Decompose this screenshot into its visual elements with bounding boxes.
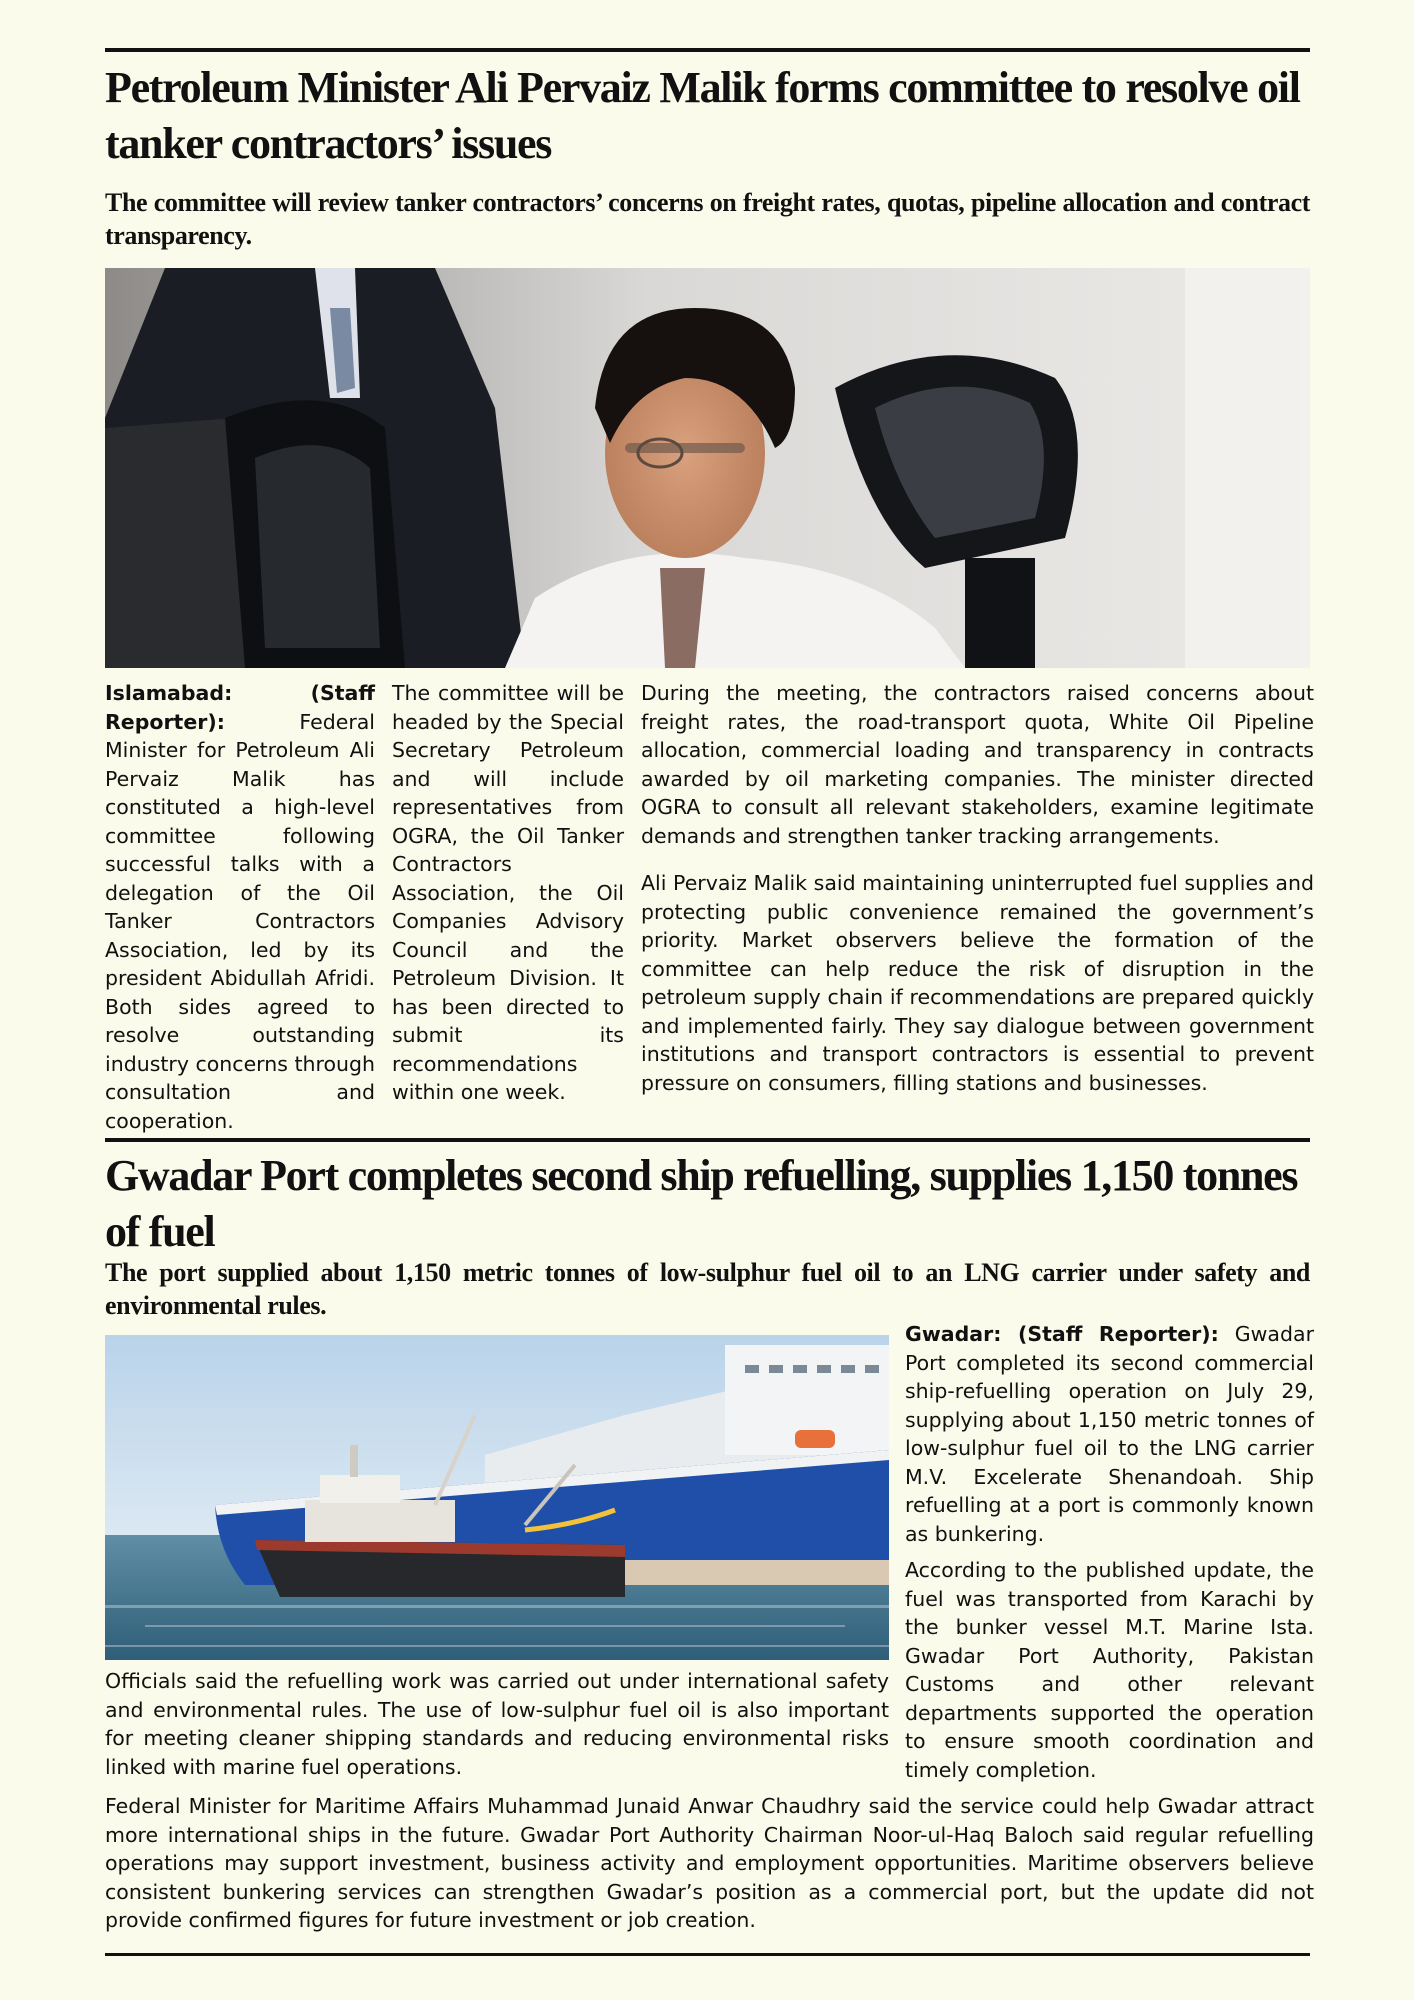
article1-column-1 <box>105 679 375 1135</box>
article1-headline: Petroleum Minister Ali Pervaiz Malik forms committee to resolve oil tanker contractors’ issues <box>105 63 1300 168</box>
article1-dek: The committee will review tanker contractors’ concerns on freight rates, quotas, pipeline allocation and contract transparency. <box>105 188 1310 250</box>
top-rule <box>105 48 1310 52</box>
article2-right-column <box>905 1320 1314 1784</box>
gwadar-refuelling-photo <box>105 1335 889 1660</box>
article2-full-width-text: Federal Minister for Maritime Affairs Muhammad Junaid Anwar Chaudhry said the service could help Gwadar attract more international ships in the future. Gwadar Port Authority Chairman Noor-ul-Haq Baloch said regular refuelling operations may support investment, business activity and employment opportunities. Maritime observers believe consistent bunkering services can strengthen Gwadar’s position as a commercial port, but the update did not provide confirmed figures for future investment or job creation. <box>105 1794 1314 1932</box>
section-divider <box>105 1138 1310 1142</box>
article2-below-photo-text: Officials said the refuelling work was carried out under international safety and environmental rules. The use of low-sulphur fuel oil is also important for meeting cleaner shipping standards and reducing environmental risks linked with marine fuel operations. <box>105 1669 889 1779</box>
minister-meeting-photo <box>105 268 1310 668</box>
article1-col3-paragraph-2: Ali Pervaiz Malik said maintaining uninterrupted fuel supplies and protecting public convenience remained the government’s priority. Market observers believe the formation of the committee can help reduce the risk of disruption in the petroleum supply chain if recommendations are prepared quickly and implemented fairly. They say dialogue between government institutions and transport contractors is essential to prevent pressure on consumers, filling stations and businesses. <box>641 871 1314 1095</box>
article1-dateline: Islamabad: (Staff Reporter): <box>105 681 375 734</box>
article2-dek: The port supplied about 1,150 metric tonnes of low-sulphur fuel oil to an LNG carrier under safety and environmental rules. <box>105 1258 1310 1320</box>
article1-column-2 <box>392 679 624 1107</box>
article1-col2-text: The committee will be headed by the Special Secretary Petroleum and will include representatives from OGRA, the Oil Tanker Contractors Association, the Oil Companies Advisory Council and the Petroleum Division. It has been directed to submit its recommendations within one week. <box>392 681 624 1104</box>
article1-col3-paragraph-1: During the meeting, the contractors raised concerns about freight rates, the road-transport quota, White Oil Pipeline allocation, commercial loading and transparency in contracts awarded by oil marketing companies. The minister directed OGRA to consult all relevant stakeholders, examine legitimate demands and strengthen tanker tracking arrangements. <box>641 681 1314 848</box>
article2-dateline: Gwadar: (Staff Reporter): <box>905 1322 1219 1346</box>
article1-col1-text: Federal Minister for Petroleum Ali Pervaiz Malik has constituted a high-level committee following successful talks with a delegation of the Oil Tanker Contractors Association, led by its president Abidullah Afridi. Both sides agreed to resolve outstanding industry concerns through consultation and cooperation. <box>105 709 375 1133</box>
article1-column-3 <box>641 679 1314 1097</box>
article2-right-paragraph-2: According to the published update, the fuel was transported from Karachi by the bunker vessel M.T. Marine Ista. Gwadar Port Authority, Pakistan Customs and other relevant departments supported the operation to ensure smooth coordination and timely completion. <box>905 1558 1314 1782</box>
article2-headline: Gwadar Port completes second ship refuelling, supplies 1,150 tonnes of fuel <box>105 1151 1298 1256</box>
bottom-rule <box>105 1953 1310 1956</box>
article2-right-paragraph-1: Gwadar Port completed its second commercial ship-refuelling operation on July 29, supplying about 1,150 metric tonnes of low-sulphur fuel oil to the LNG carrier M.V. Excelerate Shenandoah. Ship refuelling at a port is commonly known as bunkering. <box>905 1322 1314 1546</box>
